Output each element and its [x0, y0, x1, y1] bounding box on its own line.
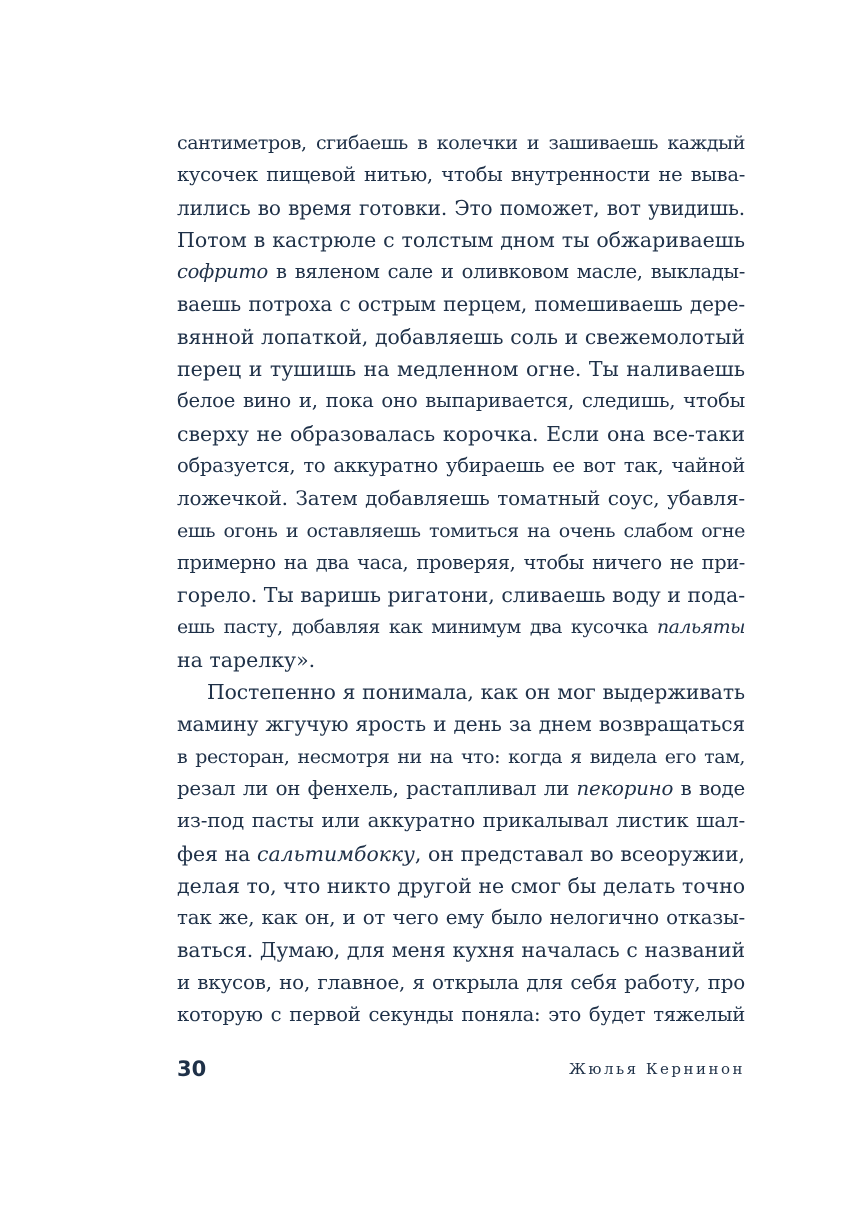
text-line: вянной лопаткой, добавляешь соль и свежемолотый: [177, 324, 745, 349]
text-line: делая то, что никто другой не смог бы делать точно: [177, 873, 746, 898]
text-line: примерно на два часа, проверяя, чтобы ничего не при-: [177, 550, 745, 574]
italic-term: пальяты: [656, 616, 745, 639]
italic-term: пекорино: [576, 776, 674, 800]
text-line: ваться. Думаю, для меня кухня началась с названий: [177, 938, 745, 963]
text-line: резал ли он фенхель, растапливал ли пекорино в воде: [177, 776, 745, 800]
page-number: 30: [177, 1057, 207, 1081]
text-line: из-под пасты или аккуратно прикалывал листик шал-: [177, 809, 745, 833]
text-line: ешь пасту, добавляя как минимум два кусочка пальяты: [177, 616, 745, 639]
text-line: ешь огонь и оставляешь томиться на очень слабом огне: [177, 519, 745, 542]
text-line: Потом в кастрюле с толстым дном ты обжариваешь: [177, 227, 745, 252]
text-line: в ресторан, несмотря ни на что: когда я видела его там,: [177, 745, 745, 768]
text-line: белое вино и, пока оно выпаривается, следишь, чтобы: [177, 389, 745, 413]
text-line: так же, как он, и от чего ему было нелогично отказы-: [177, 906, 745, 930]
text-line: на тарелку».: [177, 647, 316, 672]
text-line: которую с первой секунды поняла: это будет тяжелый: [177, 1003, 745, 1027]
text-line: ваешь потроха с острым перцем, помешиваешь дере-: [177, 292, 745, 317]
text-line: софрито в вяленом сале и оливковом масле, выклады-: [177, 260, 745, 284]
text-line: фея на сальтимбокку, он представал во всеоружии,: [177, 841, 745, 866]
page-footer: [177, 1052, 745, 1086]
text-line: перец и тушишь на медленном огне. Ты наливаешь: [177, 357, 745, 382]
body-text: [177, 127, 745, 1031]
text-line: кусочек пищевой нитью, чтобы внутренности не выва-: [177, 163, 745, 187]
italic-term: сальтимбокку: [257, 841, 415, 866]
text-line: ложечкой. Затем добавляешь томатный соус, убавля-: [177, 486, 745, 511]
paragraph-start-line: Постепенно я понимала, как он мог выдерживать: [207, 680, 745, 705]
text-line: сверху не образовалась корочка. Если она все-таки: [177, 421, 745, 446]
text-line: сантиметров, сгибаешь в колечки и зашиваешь каждый: [177, 132, 745, 154]
text-line: мамину жгучую ярость и день за днем возвращаться: [177, 712, 745, 737]
text-line: лились во время готовки. Это поможет, вот увидишь.: [177, 195, 745, 220]
text-line: образуется, то аккуратно убираешь ее вот так, чайной: [177, 453, 745, 477]
text-line: горело. Ты варишь ригатони, сливаешь воду и пода-: [177, 583, 746, 608]
italic-term: софрито: [177, 260, 268, 284]
running-head-author: Жюлья Кернинон: [569, 1060, 745, 1078]
text-line: и вкусов, но, главное, я открыла для себя работу, про: [177, 970, 745, 994]
